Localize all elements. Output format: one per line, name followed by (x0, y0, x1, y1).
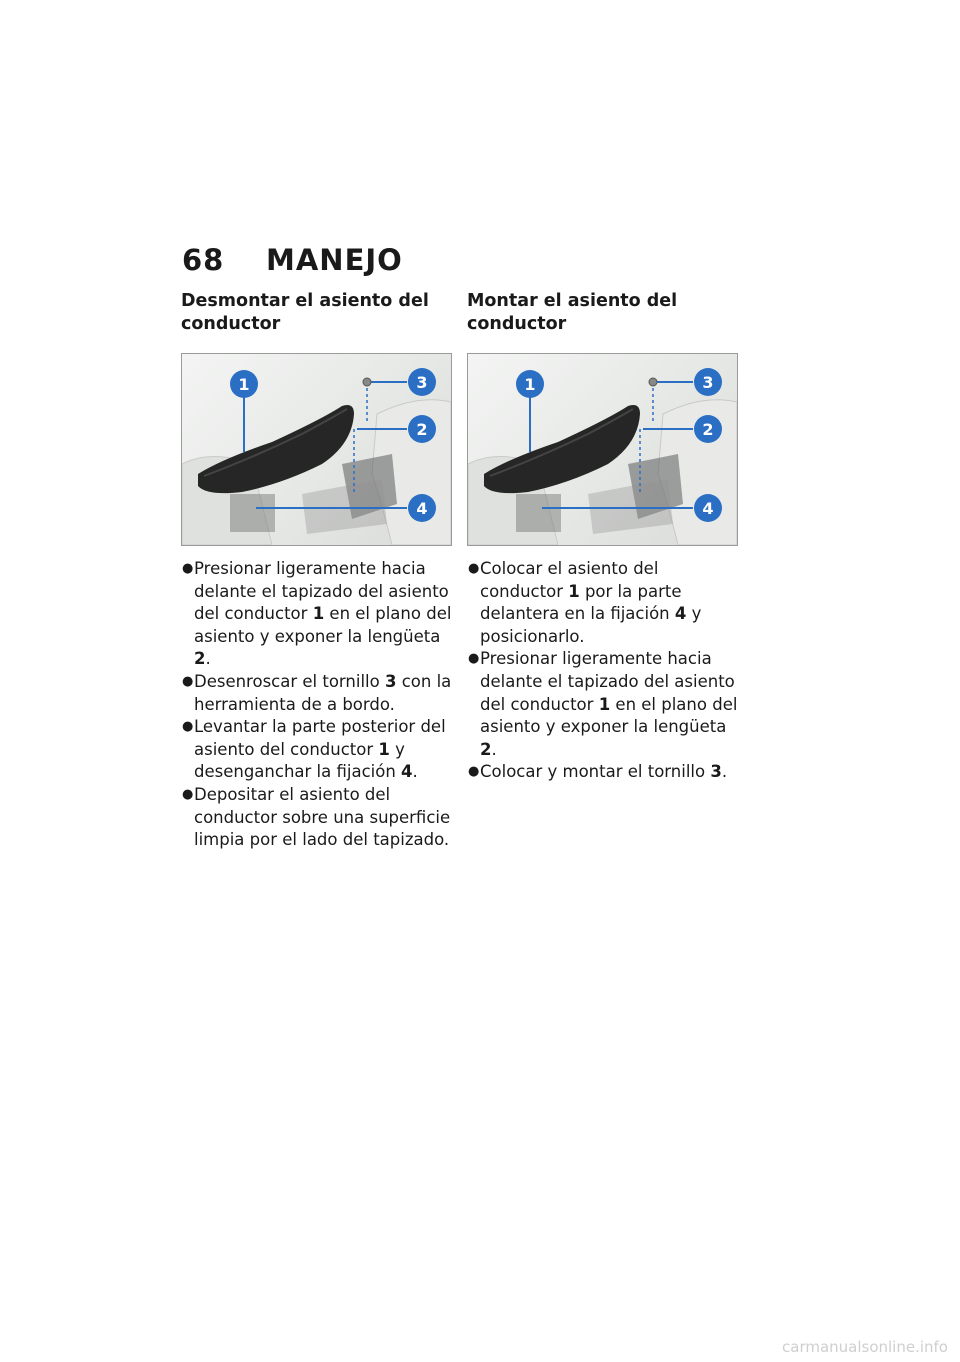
seat-diagram (468, 354, 737, 545)
callout-1 (516, 370, 544, 398)
callout-2 (694, 415, 722, 443)
seat-installation-illustration (467, 353, 738, 546)
watermark: carmanualsonline.info (782, 1338, 948, 1356)
chapter-title: MANEJO (266, 243, 403, 277)
bullet-icon: ● (182, 673, 194, 689)
svg-text:1: 1 (238, 375, 250, 394)
svg-text:1: 1 (524, 375, 536, 394)
page-number: 68 (182, 243, 225, 277)
bullet-icon: ● (468, 764, 480, 780)
bullet-icon: ● (182, 786, 194, 802)
svg-text:4: 4 (702, 499, 714, 518)
callout-3 (694, 368, 722, 396)
steps-list (181, 558, 453, 852)
step-item: ● Colocar el asiento del conductor 1 por la parte delantera en la fijación 4 y posicionarlo. (468, 559, 702, 646)
svg-text:3: 3 (416, 373, 428, 392)
bullet-icon: ● (468, 651, 480, 667)
callout-3 (408, 368, 436, 396)
page-header (182, 240, 403, 280)
bullet-icon: ● (182, 719, 194, 735)
step-item: ● Presionar ligeramente hacia delante el tapizado del asiento del conductor 1 en el plano del asiento y exponer la lengüeta 2. (182, 559, 452, 669)
step-item: ● Presionar ligeramente hacia delante el tapizado del asiento del conductor 1 en el plano del asiento y exponer la lengüeta 2. (468, 649, 738, 759)
section-remove-seat (181, 290, 453, 852)
step-item: ● Colocar y montar el tornillo 3. (467, 761, 739, 784)
step-item: ● Depositar el asiento del conductor sobre una superficie limpia por el lado del tapizado. (182, 784, 451, 850)
callout-4 (408, 494, 436, 522)
seat-diagram (182, 354, 451, 545)
svg-text:4: 4 (416, 499, 428, 518)
bullet-icon: ● (468, 561, 480, 576)
step-item: ● Levantar la parte posterior del asiento del conductor 1 y desenganchar la fijación 4. (182, 717, 446, 782)
svg-text:2: 2 (416, 420, 428, 439)
bullet-icon: ● (182, 561, 194, 576)
section-title: Montar el asiento del conductor (467, 291, 678, 334)
seat-removal-illustration (181, 353, 452, 546)
svg-text:3: 3 (702, 373, 714, 392)
svg-text:2: 2 (702, 420, 714, 439)
callout-2 (408, 415, 436, 443)
callout-1 (230, 370, 258, 398)
step-item: ● Desenroscar el tornillo 3 con la herramienta de a bordo. (182, 671, 452, 714)
section-title: Desmontar el asiento del conductor (181, 291, 429, 334)
callout-4 (694, 494, 722, 522)
steps-list (467, 558, 739, 784)
section-install-seat (467, 290, 739, 784)
